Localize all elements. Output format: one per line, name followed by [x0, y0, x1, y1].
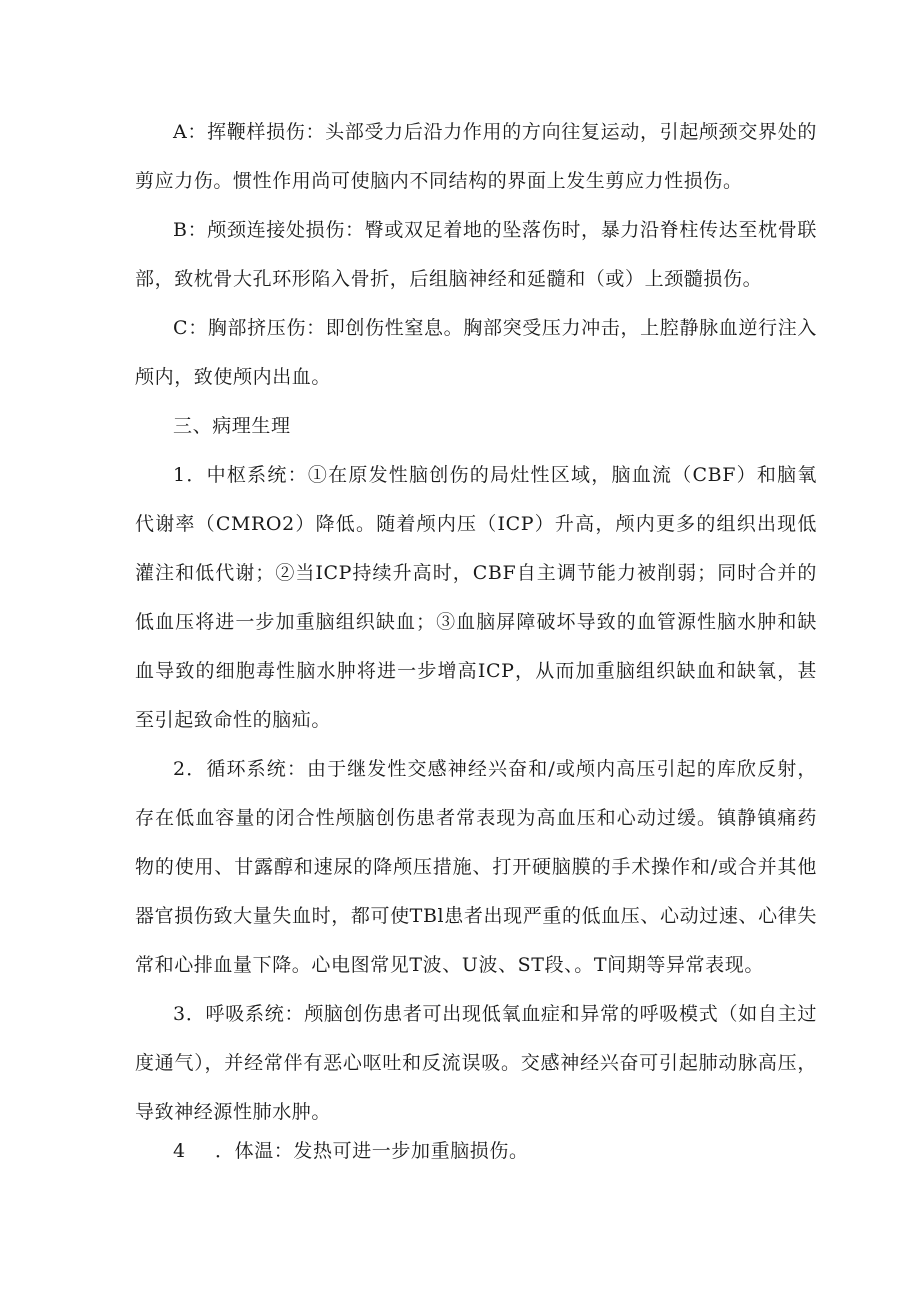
item-number: 4	[173, 1140, 186, 1162]
paragraph-body-temperature	[173, 1127, 529, 1176]
paragraph-circulatory-system: 2．循环系统：由于继发性交感神经兴奋和/或颅内高压引起的库欣反射，存在低血容量的闭合性颅脑创伤患者常表现为高血压和心动过缓。镇静镇痛药物的使用、甘露醇和速尿的降颅压措施、打开硬脑膜的手术操作和/或合并其他器官损伤致大量失血时，都可使TBl患者出现严重的低血压、心动过速、心律失常和心排血量下降。心电图常见T波、U波、ST段、。T间期等异常表现。	[135, 758, 817, 976]
item-text: ．体温：发热可进一步加重脑损伤。	[215, 1140, 529, 1162]
paragraph-whiplash-injury: A：挥鞭样损伤：头部受力后沿力作用的方向往复运动，引起颅颈交界处的剪应力伤。惯性作用尚可使脑内不同结构的界面上发生剪应力性损伤。	[135, 121, 817, 192]
section-heading-pathophysiology: 三、病理生理	[173, 415, 291, 437]
paragraph-central-nervous-system: 1．中枢系统：①在原发性脑创伤的局灶性区域，脑血流（CBF）和脑氧代谢率（CMRO2）降低。随着颅内压（ICP）升高，颅内更多的组织出现低灌注和低代谢；②当ICP持续升高时，CBF自主调节能力被削弱；同时合并的低血压将进一步加重脑组织缺血；③血脑屏障破坏导致的血管源性脑水肿和缺血导致的细胞毒性脑水肿将进一步增高ICP，从而加重脑组织缺血和缺氧，甚至引起致命性的脑疝。	[135, 464, 817, 731]
paragraph-respiratory-system: 3．呼吸系统：颅脑创伤患者可出现低氧血症和异常的呼吸模式（如自主过度通气），并经常伴有恶心呕吐和反流误吸。交感神经兴奋可引起肺动脉高压，导致神经源性肺水肿。	[135, 1003, 817, 1123]
paragraph-chest-crush-injury: C：胸部挤压伤：即创伤性窒息。胸部突受压力冲击，上腔静脉血逆行注入颅内，致使颅内出血。	[135, 317, 817, 388]
paragraph-craniocervical-injury: B：颅颈连接处损伤：臀或双足着地的坠落伤时，暴力沿脊柱传达至枕骨联部，致枕骨大孔环形陷入骨折，后组脑神经和延髓和（或）上颈髓损伤。	[135, 219, 817, 290]
